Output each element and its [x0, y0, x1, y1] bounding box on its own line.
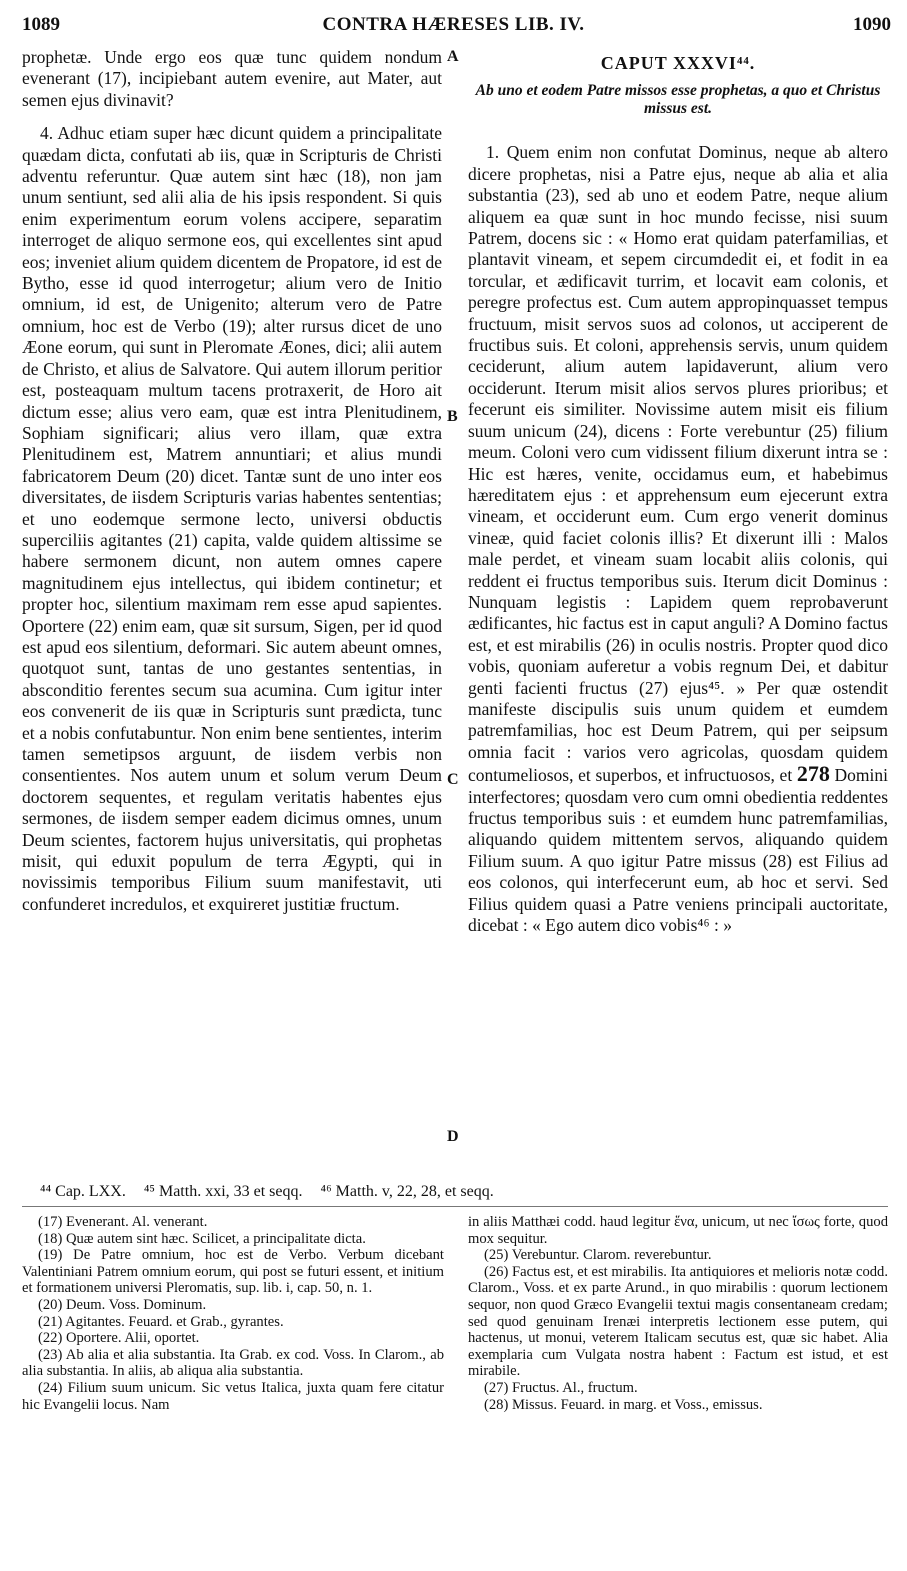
- right-paragraph-1: [468, 142, 888, 936]
- scripture-references: [40, 1183, 900, 1201]
- page-number-right: 1090: [853, 14, 891, 35]
- footnote: (17) Evenerant. Al. venerant.: [38, 1214, 208, 1230]
- footnote: (18) Quæ autem sint hæc. Scilicet, a principalitate dicta.: [38, 1230, 366, 1247]
- footnote: in aliis Matthæi codd. haud legitur ἕνα, unicum, ut nec ἴσως forte, quod mox sequitur.: [468, 1214, 888, 1247]
- footnote: (25) Verebuntur. Clarom. reverebuntur.: [484, 1247, 712, 1264]
- footnote-divider: [22, 1206, 888, 1207]
- chapter-title: CAPUT XXXVI⁴⁴.: [600, 53, 756, 73]
- right-paragraph-1-text: 1. Quem enim non confutat Dominus, neque ab altero dicere prophetas, nisi a Patre ejus, neque ab alia et alia substantia (23), sed ab uno et eodem Patre, neque alium aliquem ea quæ sunt in hoc mundo fecisse, nisi suum Patrem, docens sic : « Homo erat quidam paterfamilias, et plantavit vineam, et sepem circumdedit ei, et fodit in ea torcular, et ædificavit turrim, et locavit eam colonis, et peregre profectus est. Cum autem appropinquasset tempus fructuum, misit servos suos ad colonos, ut acciperent de fructibus suis. Et coloni, apprehensis servis, unum quidem ceciderunt, alium autem lapidaverunt, alium vero occiderunt. Iterum misit alios servos plures prioribus; et fecerunt eis similiter. Novissime autem misit eis filium suum unicum (24), dicens : Forte verebuntur (25) filium meum. Coloni vero cum vidissent filium dixerunt intra se : Hic est hæres, venite, occidamus eum, et habebimus hæreditatem ejus : et apprehensum eum ejecerunt extra vineam, et occiderunt eum. Cum ergo venerit dominus vineæ, quid faciet colonis illis? Et dixerunt illi : Malos male perdet, et vineam suam locabit aliis colonis, qui reddent ei fructus temporibus suis. Iterum dicit Dominus : Nunquam legistis : Lapidem quem reprobaverunt ædificantes, hic factus est in caput anguli? A Domino factus est, et est mirabilis (26) in oculis nostris. Propter quod dico vobis, quoniam auferetur a vobis regnum Dei, et dabitur genti facienti fructus (27) ejus⁴⁵. » Per quæ ostendit manifeste discipulis suis unum quidem et eumdem patremfamilias, hoc est Deum Patrem, qui per seipsum omnia facit : varios vero agricolas, quosdam quidem contumeliosos, et superbos, et infructuosos, et: [468, 142, 888, 786]
- footnote: (26) Factus est, et est mirabilis. Ita antiquiores et melioris notæ codd. Clarom., Voss. et ex parte Arund., in quo mirabilis : quorum lectionem sequor, non quod Græco Evangelii textui magis consentaneam credam; sed quod genuinam Irenæi interpretis lectionem esse putem, qui hactenus, ut monui, veterem Italicam secutus est, quæ sic habet. Alia exemplaria cum Vulgata nostra habent : Factum est istud, et est mirabile.: [468, 1263, 888, 1380]
- running-title: CONTRA HÆRESES LIB. IV.: [322, 14, 585, 35]
- footnote: (20) Deum. Voss. Dominum.: [38, 1296, 207, 1313]
- footnote: (27) Fructus. Al., fructum.: [484, 1379, 638, 1396]
- reference-item: ⁴⁶ Matth. v, 22, 28, et seqq.: [320, 1183, 494, 1200]
- footnote: (22) Oportere. Alii, oportet.: [38, 1330, 200, 1347]
- margin-marker-b: B: [447, 408, 458, 425]
- margin-marker-d: D: [447, 1128, 459, 1145]
- footnotes-right: [468, 1214, 888, 1413]
- footnote: (24) Filium suum unicum. Sic vetus Italica, juxta quam fere citatur hic Evangelii locus. Nam: [22, 1379, 444, 1413]
- reference-item: ⁴⁴ Cap. LXX.: [40, 1183, 126, 1200]
- marginal-number: 278: [796, 761, 830, 787]
- page-header: [0, 0, 907, 40]
- reference-item: ⁴⁵ Matth. xxi, 33 et seqq.: [143, 1183, 303, 1200]
- footnote: (21) Agitantes. Feuard. et Grab., gyrantes.: [38, 1313, 284, 1330]
- right-column: [468, 47, 888, 936]
- chapter-subtitle: Ab uno et eodem Patre missos esse prophetas, a quo et Christus missus est.: [475, 82, 881, 118]
- margin-marker-c: C: [447, 771, 459, 788]
- footnote: (28) Missus. Feuard. in marg. et Voss., emissus.: [484, 1396, 763, 1413]
- footnote: (19) De Patre omnium, hoc est de Verbo. Verbum dicebant Valentiniani Patrem omnium eorum, qui post se futuri essent, et initium et formationem universi Pleromatis, sup. lib. i, cap. 50, n. 1.: [22, 1247, 444, 1297]
- footnotes-left: [22, 1214, 444, 1413]
- footnote: (23) Ab alia et alia substantia. Ita Grab. ex cod. Voss. In Clarom., ab alia substantia. In aliis, ab aliqua alia substantia.: [22, 1346, 444, 1380]
- page-number-left: 1089: [22, 14, 60, 35]
- left-paragraph-1: prophetæ. Unde ergo eos quæ tunc quidem nondum evenerant (17), incipiebant autem evenire, aut Mater, aut semen ejus divinavit?: [22, 47, 442, 110]
- left-paragraph-2: 4. Adhuc etiam super hæc dicunt quidem a principalitate quædam dicta, confutati ab iis, quæ in Scripturis de Christi adventu referuntur. Quæ autem sint hæc (18), non jam unum sentiunt, sed alii alia de his ipsis respondent. Si quis enim experimentum eorum volens accipere, separatim interroget de aliquo sermone eos, qui excellentes sint apud eos; inveniet alium quidem dicentem de Propatore, id est de Bytho, esse id quod interrogetur; alium vero de Initio omnium, id est, de Unigenito; alterum vero de Patre omnium, hoc est de Verbo (19); alter rursus dicet de uno Æone eorum, qui sunt in Pleromate Æones, dici; alii autem de Christo, et alius de Salvatore. Qui autem illorum peritior est, posteaquam multum tacens protraxerit, de Horo ait dictum esse; alius vero eam, quæ est intra Plenitudinem, Sophiam significari; alius vero illam, quæ extra Plenitudinem est, Matrem annuntiari; et alius mundi fabricatorem Deum (20) dicet. Tantæ sunt de uno inter eos diversitates, de iisdem Scripturis varias habentes sententias; et uno eodemque sermone lecto, universi obductis superciliis agitantes (21) capita, valde quidem altissime se habere sermonem dicunt, non autem omnes capere magnitudinem ejus intellectus, qui ibidem continetur; et propter hoc, silentium maximam rem esse apud sapientes. Oportere (22) enim eam, quæ sit sursum, Sigen, per id quod est apud eos silentium, deformari. Sic autem abeunt omnes, quotquot sunt, tantas de uno gestantes sententias, in absconditio ferentes secum sua acumina. Cum igitur inter eos convenerit de iis quæ in Scripturis sunt prædicta, tunc et a nobis confutabuntur. Non enim bene sentientes, interim tamen semetipsos arguunt, de iisdem verbis non consentientes. Nos autem unum et solum verum Deum doctorem sequentes, et regulam veritatis habentes ejus sermones, de iisdem semper eadem dicimus omnes, unum Deum scientes, factorem hujus universitatis, qui prophetas misit, qui eduxit populum de terra Ægypti, qui in novissimis temporibus Filium suum manifestavit, uti confunderet incredulos, et exquireret justitiæ fructum.: [22, 123, 442, 914]
- margin-marker-a: A: [447, 48, 459, 65]
- left-column: [22, 47, 442, 915]
- right-paragraph-1-continued: Domini interfectores; quosdam vero cum omni obedientia reddentes fructus temporibus suis : et eumdem hunc patremfamilias, aliquando quidem mittentem servos, aliquando quidem Filium suum. A quo igitur Patre missus (28) est Filius ad eos colonos, qui interfecerunt eum, ab hoc et servi. Sed Filius quidem quasi a Patre veniens principali auctoritate, dicebat : « Ego autem dico vobis⁴⁶ : »: [468, 765, 889, 936]
